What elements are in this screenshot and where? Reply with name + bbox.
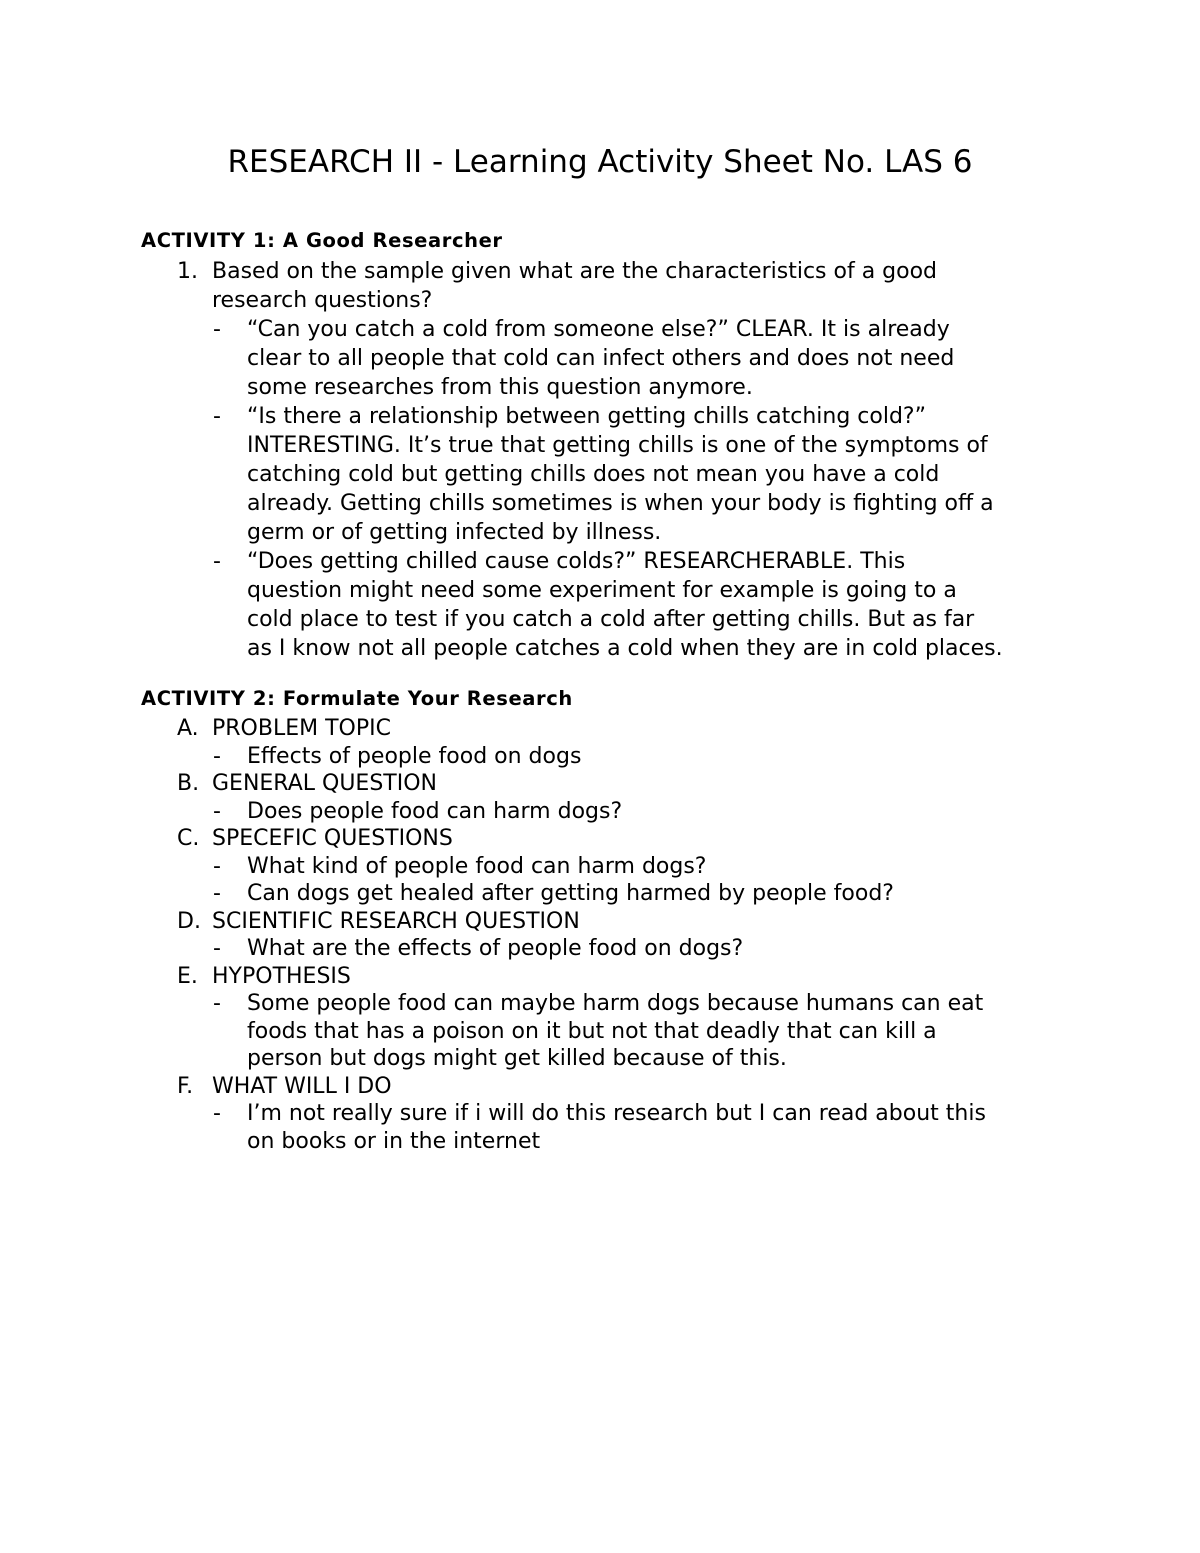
section-item-text — [247, 990, 1081, 1073]
bullet-dash: - — [213, 853, 221, 879]
item-line: person but dogs might get killed because of this. — [247, 1046, 787, 1071]
bullet-dash: - — [213, 881, 221, 906]
answer-line: “Can you catch a cold from someone else?” CLEAR. It is already — [247, 317, 950, 342]
item-line: Effects of people food on dogs — [247, 743, 582, 769]
answer-line: some researches from this question anymore. — [247, 375, 753, 400]
document-body — [141, 225, 1081, 1155]
section-label: HYPOTHESIS — [212, 963, 351, 989]
activity-1-heading: ACTIVITY 1: A Good Researcher — [141, 229, 503, 252]
answer-item — [141, 402, 1081, 547]
page-title: RESEARCH II - Learning Activity Sheet No. LAS 6 — [227, 144, 973, 180]
section-problem-topic — [141, 715, 1081, 743]
section-item-text — [247, 935, 1081, 963]
question-text — [212, 257, 1081, 315]
bullet-dash: - — [213, 404, 221, 429]
section-label: SPECEFIC QUESTIONS — [212, 826, 453, 851]
item-line: Can dogs get healed after getting harmed by people food? — [247, 881, 894, 906]
list-letter: C. — [177, 826, 200, 851]
section-label: WHAT WILL I DO — [212, 1073, 392, 1099]
section-item — [141, 990, 1081, 1073]
answer-line: INTERESTING. It’s true that getting chills is one of the symptoms of — [247, 433, 988, 458]
answer-text — [247, 402, 1081, 547]
section-label: SCIENTIFIC RESEARCH QUESTION — [212, 908, 580, 934]
answer-line: already. Getting chills sometimes is when your body is fighting off a — [247, 491, 994, 516]
list-letter: F. — [177, 1073, 194, 1099]
answer-text — [247, 547, 1081, 663]
list-letter: D. — [177, 908, 201, 934]
section-item-text — [247, 853, 1081, 881]
item-line: Does people food can harm dogs? — [247, 798, 623, 824]
section-general-question — [141, 770, 1081, 798]
section-item-text — [247, 880, 1081, 908]
section-item-text — [247, 1100, 1081, 1155]
answer-line: clear to all people that cold can infect others and does not need — [247, 346, 955, 371]
bullet-dash: - — [213, 743, 221, 769]
answer-text — [247, 315, 1081, 402]
section-hypothesis — [141, 963, 1081, 991]
item-line: What kind of people food can harm dogs? — [247, 853, 707, 879]
section-specific-questions — [141, 825, 1081, 853]
answer-line: “Is there a relationship between getting chills catching cold?” — [247, 404, 927, 429]
activity-2-list — [141, 715, 1081, 1155]
section-label: GENERAL QUESTION — [212, 771, 437, 796]
list-number: 1. — [177, 259, 198, 284]
bullet-dash: - — [213, 317, 221, 342]
bullet-dash: - — [213, 549, 221, 574]
answer-item — [141, 315, 1081, 402]
section-item-text — [247, 798, 1081, 826]
answer-line: catching cold but getting chills does not mean you have a cold — [247, 462, 940, 487]
answer-item — [141, 547, 1081, 663]
section-item — [141, 743, 1081, 771]
list-letter: B. — [177, 771, 200, 796]
section-item — [141, 880, 1081, 908]
question-line: Based on the sample given what are the characteristics of a good — [212, 259, 938, 284]
bullet-dash: - — [213, 1101, 221, 1126]
activity-1-question — [141, 257, 1081, 315]
section-label: PROBLEM TOPIC — [212, 716, 391, 741]
answer-line: “Does getting chilled cause colds?” RESEARCHERABLE. This — [247, 549, 906, 574]
question-line: research questions? — [212, 288, 433, 313]
list-letter: A. — [177, 716, 199, 741]
answer-line: cold place to test if you catch a cold after getting chills. But as far — [247, 607, 975, 632]
section-what-will-i-do — [141, 1073, 1081, 1101]
section-item — [141, 935, 1081, 963]
activity-2-heading: ACTIVITY 2: Formulate Your Research — [141, 687, 573, 710]
bullet-dash: - — [213, 991, 221, 1016]
item-line: I’m not really sure if i will do this research but I can read about this — [247, 1101, 986, 1126]
answer-line: question might need some experiment for example is going to a — [247, 578, 957, 603]
bullet-dash: - — [213, 936, 221, 961]
item-line: What are the effects of people food on dogs? — [247, 936, 744, 961]
item-line: foods that has a poison on it but not that deadly that can kill a — [247, 1018, 937, 1044]
section-item-text — [247, 743, 1081, 771]
answer-line: as I know not all people catches a cold when they are in cold places. — [247, 636, 1003, 661]
bullet-dash: - — [213, 798, 221, 824]
list-letter: E. — [177, 963, 198, 989]
section-item — [141, 1100, 1081, 1155]
item-line: Some people food can maybe harm dogs because humans can eat — [247, 991, 984, 1016]
section-scientific-research-question — [141, 908, 1081, 936]
section-item — [141, 798, 1081, 826]
section-item — [141, 853, 1081, 881]
answer-line: germ or of getting infected by illness. — [247, 520, 662, 545]
item-line: on books or in the internet — [247, 1128, 541, 1154]
